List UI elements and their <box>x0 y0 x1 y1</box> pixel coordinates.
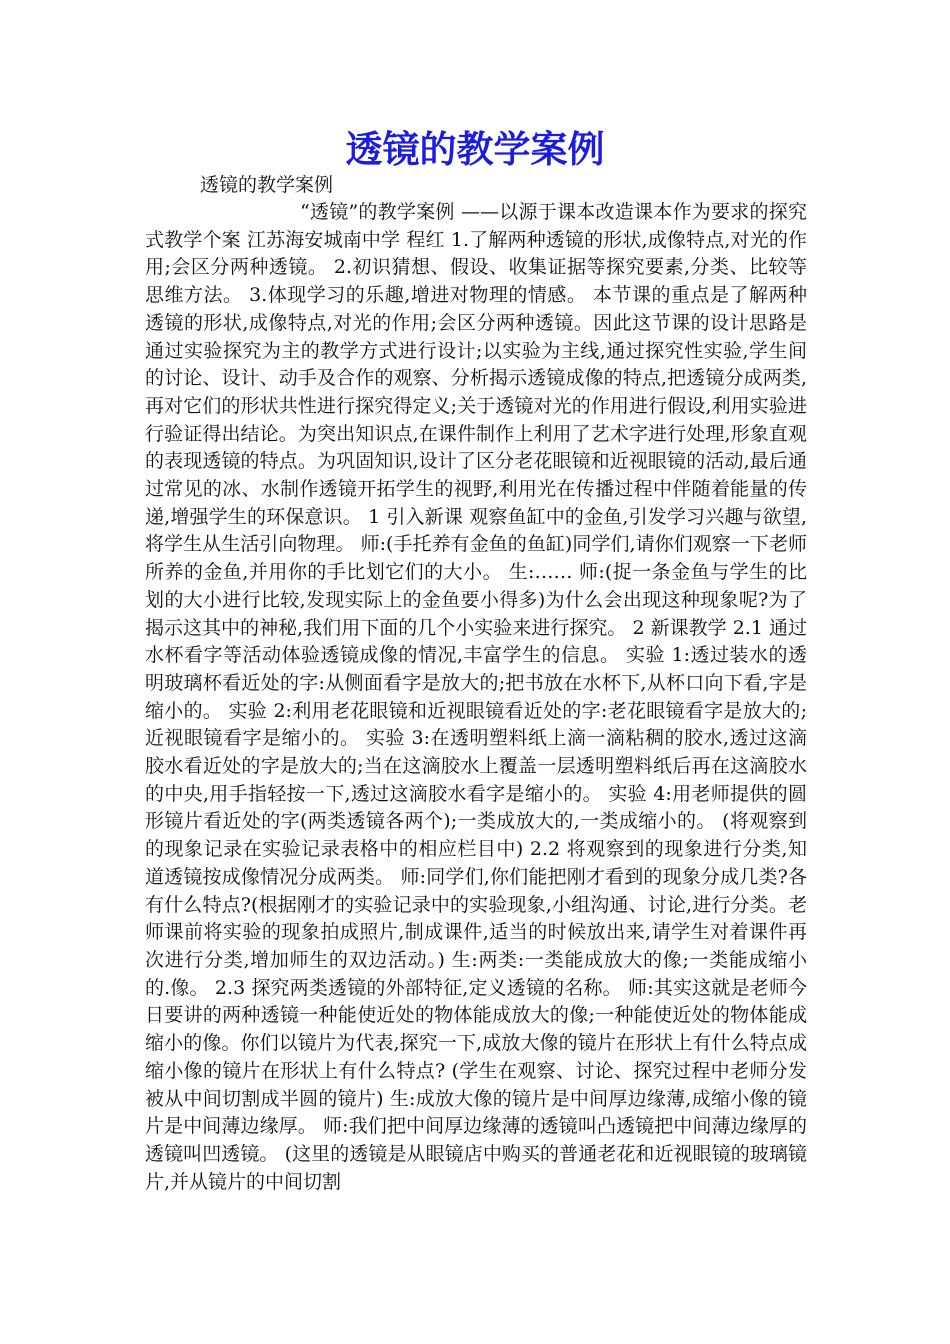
document-title: 透镜的教学案例 <box>345 128 605 171</box>
document-subtitle: 透镜的教学案例 <box>200 174 334 196</box>
document-body-paragraph: “透镜”的教学案例 ——以源于课本改造课本作为要求的探究式教学个案 江苏海安城南中学 程红 1.了解两种透镜的形状,成像特点,对光的作用;会区分两种透镜。 2.初识猜想、假设、收集证据等探究要素,分类、比较等思维方法。 3.体现学习的乐趣,增进对物理的情感。 本节课的重点是了解两种透镜的形状,成像特点,对光的作用;会区分两种透镜。因此这节课的设计思路是通过实验探究为主的教学方式进行设计;以实验为主线,通过探究性实验,学生间的讨论、设计、动手及合作的观察、分析揭示透镜成像的特点,把透镜分成两类,再对它们的形状共性进行探究得定义;关于透镜对光的作用进行假设,利用实验进行验证得出结论。为突出知识点,在课件制作上利用了艺术字进行处理,形象直观的表现透镜的特点。为巩固知识,设计了区分老花眼镜和近视眼镜的活动,最后通过常见的冰、水制作透镜开拓学生的视野,利用光在传播过程中伴随着能量的传递,增强学生的环保意识。 1 引入新课 观察鱼缸中的金鱼,引发学习兴趣与欲望,将学生从生活引向物理。 师:(手托养有金鱼的鱼缸)同学们,请你们观察一下老师所养的金鱼,并用你的手比划它们的大小。 生:…… 师:(捉一条金鱼与学生的比划的大小进行比较,发现实际上的金鱼要小得多)为什么会出现这种现象呢?为了揭示这其中的神秘,我们用下面的几个小实验来进行探究。 2 新课教学 2.1 通过水杯看字等活动体验透镜成像的情况,丰富学生的信息。 实验 1:透过装水的透明玻璃杯看近处的字:从侧面看字是放大的;把书放在水杯下,从杯口向下看,字是缩小的。 实验 2:利用老花眼镜和近视眼镜看近处的字:老花眼镜看字是放大的;近视眼镜看字是缩小的。 实验 3:在透明塑料纸上滴一滴粘稠的胶水,透过这滴胶水看近处的字是放大的;当在这滴胶水上覆盖一层透明塑料纸后再在这滴胶水的中央,用手指轻按一下,透过这滴胶水看字是缩小的。 实验 4:用老师提供的圆形镜片看近处的字(两类透镜各两个);一类成放大的,一类成缩小的。 (将观察到的现象记录在实验记录表格中的相应栏目中) 2.2 将观察到的现象进行分类,知道透镜按成像情况分成两类。 师:同学们,你们能把刚才看到的现象分成几类?各有什么特点?(根据刚才的实验记录中的实验现象,小组沟通、讨论,进行分类。老师课前将实验的现象拍成照片,制成课件,适当的时候放出来,请学生对着课件再次进行分类,增加师生的双边活动。) 生:两类:一类能成放大的像;一类能成缩小的.像。 2.3 探究两类透镜的外部特征,定义透镜的名称。 师:其实这就是老师今日要讲的两种透镜一种能使近处的物体能成放大的像;一种能使近处的物体能成缩小的像。你们以镜片为代表,探究一下,成放大像的镜片在形状上有什么特点成缩小像的镜片在形状上有什么特点? (学生在观察、讨论、探究过程中老师分发被从中间切割成半圆的镜片) 生:成放大像的镜片是中间厚边缘薄,成缩小像的镜片是中间薄边缘厚。 师:我们把中间厚边缘薄的透镜叫凸透镜把中间薄边缘厚的透镜叫凹透镜。 (这里的透镜是从眼镜店中购买的普通老花和近视眼镜的玻璃镜片,并从镜片的中间切割 <box>145 201 807 1193</box>
